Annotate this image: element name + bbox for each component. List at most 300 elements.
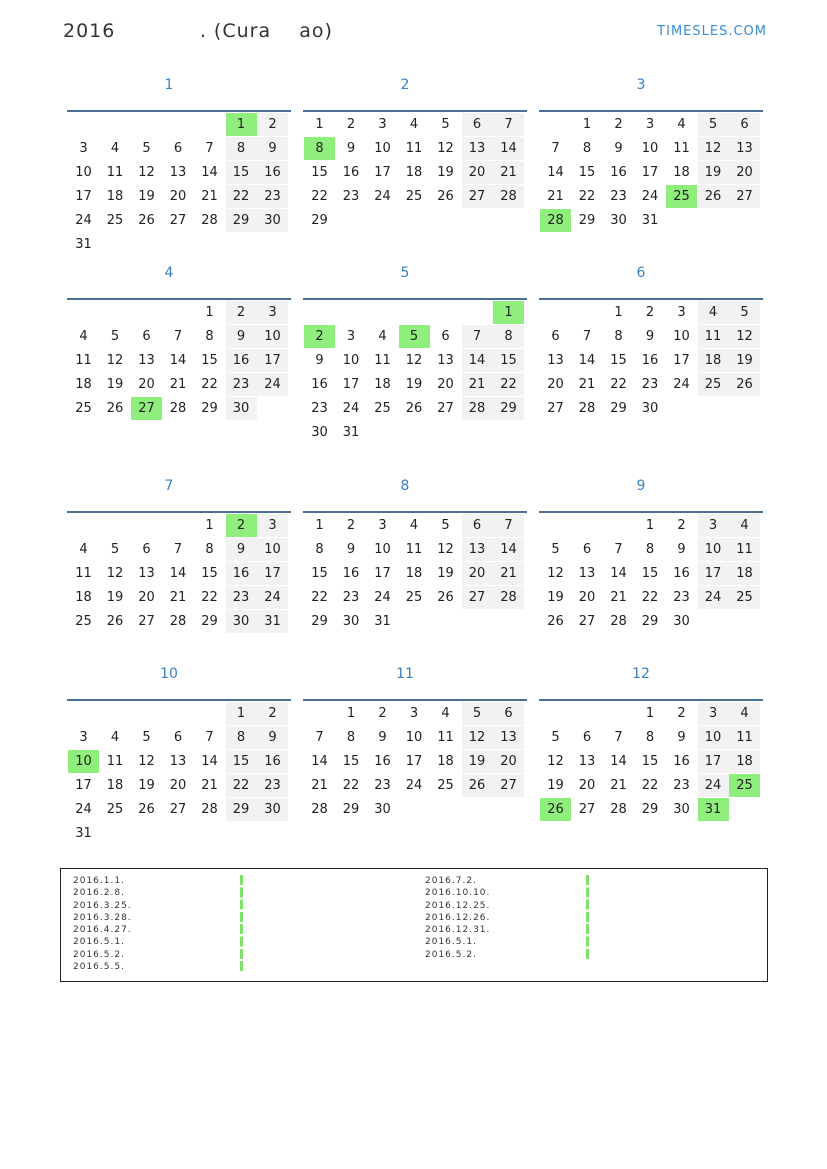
- day-cell: 13: [138, 353, 155, 368]
- day-cell: 9: [257, 137, 288, 160]
- day-cell: 15: [610, 353, 627, 368]
- day-cell: 10: [698, 538, 729, 561]
- day-cell: 16: [610, 165, 627, 180]
- day-cell: 22: [493, 373, 524, 396]
- day-cell: 25: [75, 614, 92, 629]
- day-cell: 9: [614, 141, 623, 156]
- day-cell: 11: [729, 726, 760, 749]
- day-cell: 11: [729, 538, 760, 561]
- day-cell: 24: [75, 802, 92, 817]
- day-cell: 30: [311, 425, 328, 440]
- day-cell: 11: [106, 165, 124, 180]
- day-cell: 2: [346, 518, 356, 533]
- day-cell: 10: [673, 329, 690, 344]
- day-cell: 19: [106, 377, 124, 392]
- month-name: 11: [396, 666, 414, 682]
- day-cell: 28: [169, 401, 187, 416]
- day-cell: 11: [405, 141, 423, 156]
- day-cell: 17: [75, 778, 92, 793]
- day-cell: 7: [205, 141, 214, 156]
- day-cell: 26: [138, 213, 155, 228]
- day-cell: 14: [493, 137, 524, 160]
- day-cell: 4: [79, 329, 88, 344]
- day-cell: 12: [462, 726, 493, 749]
- day-cell: 27: [462, 185, 493, 208]
- day-cell: 7: [173, 329, 183, 344]
- day-cell: 1: [346, 706, 356, 721]
- day-cell: 1: [645, 706, 655, 721]
- day-cell: 26: [729, 373, 760, 396]
- day-cell: 2: [677, 518, 686, 533]
- day-cell: 4: [441, 706, 450, 721]
- day-cell: 1: [205, 305, 214, 320]
- day-cell: 18: [437, 754, 454, 769]
- day-cell: 31: [75, 826, 92, 841]
- day-cell: 17: [374, 165, 391, 180]
- month-name: 9: [636, 478, 646, 494]
- day-cell: 4: [729, 514, 760, 537]
- day-cell: 27: [578, 802, 596, 817]
- day-cell: 28: [462, 397, 493, 420]
- day-cell: 14: [578, 353, 596, 368]
- legend-item: 2016.5.1.: [425, 937, 477, 948]
- day-cell: 22: [311, 189, 328, 204]
- day-cell: 20: [169, 189, 187, 204]
- day-cell: 21: [311, 778, 328, 793]
- day-cell: 7: [173, 542, 183, 557]
- day-cell: 13: [578, 566, 596, 581]
- day-cell: 9: [226, 538, 257, 561]
- day-cell: 10: [698, 726, 729, 749]
- day-cell: 18: [106, 189, 124, 204]
- day-cell: 11: [106, 754, 124, 769]
- day-cell: 27: [138, 614, 155, 629]
- day-cell: 22: [226, 185, 257, 208]
- day-cell: 19: [106, 590, 124, 605]
- day-cell: 16: [311, 377, 328, 392]
- day-cell: 29: [342, 802, 360, 817]
- day-cell: 24: [405, 778, 423, 793]
- day-cell: 8: [645, 542, 655, 557]
- legend-item: 2016.5.2.: [425, 949, 477, 960]
- day-cell: 5: [551, 542, 560, 557]
- day-cell: 20: [493, 750, 524, 773]
- month-1: [67, 75, 291, 252]
- day-cell: 19: [462, 750, 493, 773]
- day-cell: 20: [578, 778, 596, 793]
- day-cell: 28: [201, 213, 218, 228]
- day-cell: 22: [311, 590, 328, 605]
- day-cell: 4: [79, 542, 88, 557]
- day-cell: 25: [374, 401, 391, 416]
- site-logo[interactable]: TIMESLES.COM: [657, 24, 767, 39]
- day-cell: 25: [75, 401, 92, 416]
- day-cell: 9: [226, 325, 257, 348]
- day-cell: 18: [673, 165, 690, 180]
- day-cell: 17: [257, 349, 288, 372]
- day-cell: 19: [138, 778, 155, 793]
- day-cell: 7: [614, 730, 623, 745]
- day-cell: 30: [342, 614, 360, 629]
- day-cell: 9: [645, 329, 655, 344]
- legend-item: 2016.3.25.: [73, 900, 132, 911]
- day-cell: 15: [493, 349, 524, 372]
- day-cell: 25: [405, 590, 423, 605]
- day-cell: 11: [437, 730, 454, 745]
- day-cell: 5: [142, 730, 151, 745]
- month-8: [303, 476, 527, 629]
- day-cell: 17: [75, 189, 92, 204]
- day-cell: 10: [342, 353, 360, 368]
- day-cell: 16: [374, 754, 391, 769]
- legend-item: 2016.3.28.: [73, 912, 132, 923]
- legend-item: 2016.1.1.: [73, 876, 125, 886]
- day-cell: 10: [374, 542, 391, 557]
- day-cell: 27: [578, 614, 596, 629]
- day-cell: 16: [641, 353, 659, 368]
- day-cell: 3: [409, 706, 419, 721]
- day-cell: 3: [378, 518, 387, 533]
- day-cell: 4: [378, 329, 387, 344]
- day-cell: 8: [493, 325, 524, 348]
- day-cell: 19: [547, 590, 564, 605]
- holiday-day-cell: 27: [131, 397, 162, 420]
- day-cell: 2: [257, 702, 288, 725]
- day-cell: 4: [409, 518, 419, 533]
- day-cell: 8: [205, 329, 214, 344]
- month-6: [539, 263, 763, 416]
- month-3: [539, 75, 763, 228]
- day-cell: 24: [257, 373, 288, 396]
- holiday-day-cell: 26: [540, 798, 571, 821]
- month-5: [303, 263, 527, 440]
- day-cell: 6: [173, 730, 183, 745]
- day-cell: 20: [462, 562, 493, 585]
- month-name: 2: [400, 77, 410, 93]
- day-cell: 31: [374, 614, 391, 629]
- day-cell: 1: [226, 702, 257, 725]
- day-cell: 21: [578, 377, 596, 392]
- day-cell: 15: [641, 566, 659, 581]
- day-cell: 8: [582, 141, 592, 156]
- day-cell: 23: [374, 778, 391, 793]
- day-cell: 17: [374, 566, 391, 581]
- day-cell: 12: [138, 754, 155, 769]
- holiday-day-cell: 25: [666, 185, 697, 208]
- day-cell: 5: [110, 542, 120, 557]
- day-cell: 18: [374, 377, 391, 392]
- day-cell: 15: [226, 161, 257, 184]
- day-cell: 12: [405, 353, 423, 368]
- day-cell: 14: [201, 754, 218, 769]
- day-cell: 10: [75, 165, 92, 180]
- day-cell: 23: [342, 189, 360, 204]
- day-cell: 13: [169, 754, 187, 769]
- month-name: 6: [636, 265, 646, 281]
- month-grid: [303, 699, 527, 825]
- day-cell: 12: [437, 141, 454, 156]
- day-cell: 3: [79, 141, 88, 156]
- day-cell: 30: [374, 802, 391, 817]
- day-cell: 29: [578, 213, 596, 228]
- day-cell: 21: [493, 161, 524, 184]
- month-grid: [303, 298, 527, 448]
- month-name: 5: [400, 265, 410, 281]
- day-cell: 11: [673, 141, 690, 156]
- day-cell: 23: [257, 185, 288, 208]
- day-cell: 21: [547, 189, 564, 204]
- day-cell: 23: [641, 377, 659, 392]
- day-cell: 29: [610, 401, 627, 416]
- day-cell: 23: [673, 590, 690, 605]
- day-cell: 11: [75, 566, 92, 581]
- day-cell: 13: [169, 165, 187, 180]
- month-11: [303, 664, 527, 817]
- day-cell: 19: [547, 778, 564, 793]
- day-cell: 31: [257, 610, 288, 633]
- day-cell: 17: [641, 165, 659, 180]
- day-cell: 29: [493, 397, 524, 420]
- day-cell: 28: [169, 614, 187, 629]
- day-cell: 14: [610, 754, 627, 769]
- day-cell: 23: [673, 778, 690, 793]
- day-cell: 10: [257, 538, 288, 561]
- day-cell: 3: [677, 305, 686, 320]
- holiday-day-cell: 28: [540, 209, 571, 232]
- day-cell: 2: [257, 113, 288, 136]
- day-cell: 29: [201, 614, 218, 629]
- day-cell: 29: [226, 798, 257, 821]
- day-cell: 8: [226, 726, 257, 749]
- month-2: [303, 75, 527, 228]
- day-cell: 22: [226, 774, 257, 797]
- legend-item: 2016.10.10.: [425, 888, 491, 899]
- day-cell: 21: [610, 778, 627, 793]
- day-cell: 20: [169, 778, 187, 793]
- day-cell: 8: [226, 137, 257, 160]
- month-name: 8: [400, 478, 410, 494]
- day-cell: 5: [462, 702, 493, 725]
- day-cell: 9: [346, 141, 356, 156]
- day-cell: 24: [75, 213, 92, 228]
- day-cell: 12: [547, 566, 564, 581]
- day-cell: 5: [729, 301, 760, 324]
- day-cell: 9: [346, 542, 356, 557]
- month-grid: [67, 298, 291, 424]
- day-cell: 27: [462, 586, 493, 609]
- day-cell: 9: [378, 730, 387, 745]
- month-grid: [539, 699, 763, 825]
- day-cell: 21: [493, 562, 524, 585]
- day-cell: 8: [346, 730, 356, 745]
- day-cell: 28: [493, 586, 524, 609]
- legend-item: 2016.5.2.: [73, 949, 125, 960]
- day-cell: 11: [75, 353, 92, 368]
- month-name: 4: [164, 265, 174, 281]
- day-cell: 22: [342, 778, 360, 793]
- day-cell: 2: [226, 301, 257, 324]
- day-cell: 3: [698, 702, 729, 725]
- day-cell: 30: [257, 798, 288, 821]
- day-cell: 3: [257, 514, 288, 537]
- day-cell: 13: [138, 566, 155, 581]
- day-cell: 28: [311, 802, 328, 817]
- day-cell: 26: [437, 189, 454, 204]
- day-cell: 28: [578, 401, 596, 416]
- day-cell: 21: [201, 778, 218, 793]
- day-cell: 23: [226, 586, 257, 609]
- day-cell: 6: [441, 329, 450, 344]
- day-cell: 27: [437, 401, 454, 416]
- month-grid: [67, 110, 291, 260]
- day-cell: 15: [201, 353, 218, 368]
- day-cell: 24: [673, 377, 690, 392]
- day-cell: 27: [493, 774, 524, 797]
- holiday-day-cell: 8: [304, 137, 335, 160]
- day-cell: 7: [205, 730, 214, 745]
- day-cell: 4: [409, 117, 419, 132]
- day-cell: 6: [493, 702, 524, 725]
- day-cell: 26: [106, 401, 124, 416]
- day-cell: 24: [374, 189, 391, 204]
- month-7: [67, 476, 291, 629]
- day-cell: 23: [226, 373, 257, 396]
- day-cell: 27: [169, 213, 187, 228]
- day-cell: 31: [75, 237, 92, 252]
- day-cell: 29: [641, 802, 659, 817]
- day-cell: 30: [673, 802, 690, 817]
- day-cell: 20: [462, 161, 493, 184]
- holiday-day-cell: 5: [399, 325, 430, 348]
- day-cell: 18: [729, 562, 760, 585]
- day-cell: 1: [645, 518, 655, 533]
- day-cell: 16: [342, 165, 360, 180]
- month-name: 3: [636, 77, 646, 93]
- day-cell: 7: [462, 325, 493, 348]
- day-cell: 5: [110, 329, 120, 344]
- day-cell: 6: [729, 113, 760, 136]
- month-name: 12: [632, 666, 650, 682]
- day-cell: 6: [551, 329, 560, 344]
- day-cell: 26: [547, 614, 564, 629]
- day-cell: 17: [257, 562, 288, 585]
- day-cell: 2: [677, 706, 686, 721]
- day-cell: 27: [547, 401, 564, 416]
- day-cell: 23: [311, 401, 328, 416]
- month-grid: [303, 110, 527, 236]
- day-cell: 18: [75, 590, 92, 605]
- day-cell: 12: [106, 566, 124, 581]
- page-title: 2016 . (Cura ao): [63, 20, 333, 42]
- day-cell: 25: [106, 213, 124, 228]
- day-cell: 3: [378, 117, 387, 132]
- day-cell: 6: [142, 329, 151, 344]
- legend-left-bar: [240, 875, 243, 973]
- legend-item: 2016.12.31.: [425, 925, 491, 936]
- day-cell: 13: [462, 538, 493, 561]
- day-cell: 26: [138, 802, 155, 817]
- legend-item: 2016.7.2.: [425, 876, 477, 886]
- day-cell: 23: [257, 774, 288, 797]
- day-cell: 2: [378, 706, 387, 721]
- day-cell: 13: [547, 353, 564, 368]
- day-cell: 10: [641, 141, 659, 156]
- day-cell: 25: [729, 586, 760, 609]
- day-cell: 4: [677, 117, 686, 132]
- day-cell: 7: [493, 514, 524, 537]
- day-cell: 11: [405, 542, 423, 557]
- day-cell: 15: [342, 754, 360, 769]
- day-cell: 1: [205, 518, 214, 533]
- day-cell: 14: [169, 566, 187, 581]
- day-cell: 16: [226, 562, 257, 585]
- day-cell: 14: [169, 353, 187, 368]
- day-cell: 12: [547, 754, 564, 769]
- holiday-day-cell: 1: [493, 301, 524, 324]
- holiday-day-cell: 2: [226, 514, 257, 537]
- day-cell: 5: [551, 730, 560, 745]
- day-cell: 12: [106, 353, 124, 368]
- day-cell: 13: [437, 353, 454, 368]
- day-cell: 30: [641, 401, 659, 416]
- day-cell: 25: [106, 802, 124, 817]
- day-cell: 2: [645, 305, 655, 320]
- day-cell: 12: [698, 137, 729, 160]
- day-cell: 16: [257, 750, 288, 773]
- day-cell: 15: [201, 566, 218, 581]
- day-cell: 22: [610, 377, 627, 392]
- day-cell: 5: [441, 117, 450, 132]
- day-cell: 18: [698, 349, 729, 372]
- day-cell: 25: [698, 373, 729, 396]
- day-cell: 5: [441, 518, 450, 533]
- day-cell: 16: [257, 161, 288, 184]
- day-cell: 9: [315, 353, 324, 368]
- day-cell: 13: [578, 754, 596, 769]
- day-cell: 6: [142, 542, 151, 557]
- day-cell: 6: [462, 514, 493, 537]
- month-grid: [539, 511, 763, 637]
- day-cell: 6: [462, 113, 493, 136]
- day-cell: 17: [698, 562, 729, 585]
- month-name: 1: [164, 77, 174, 93]
- holiday-day-cell: 10: [68, 750, 99, 773]
- day-cell: 20: [578, 590, 596, 605]
- day-cell: 14: [462, 349, 493, 372]
- day-cell: 18: [106, 778, 124, 793]
- day-cell: 24: [342, 401, 360, 416]
- day-cell: 10: [374, 141, 391, 156]
- holiday-day-cell: 31: [698, 798, 729, 821]
- day-cell: 23: [342, 590, 360, 605]
- day-cell: 15: [311, 566, 328, 581]
- day-cell: 19: [698, 161, 729, 184]
- day-cell: 26: [106, 614, 124, 629]
- day-cell: 9: [257, 726, 288, 749]
- day-cell: 29: [641, 614, 659, 629]
- day-cell: 24: [374, 590, 391, 605]
- day-cell: 18: [405, 165, 423, 180]
- day-cell: 13: [729, 137, 760, 160]
- day-cell: 14: [610, 566, 627, 581]
- day-cell: 14: [201, 165, 218, 180]
- day-cell: 13: [493, 726, 524, 749]
- holiday-legend: [60, 868, 768, 982]
- day-cell: 24: [257, 586, 288, 609]
- day-cell: 8: [614, 329, 623, 344]
- day-cell: 25: [405, 189, 423, 204]
- legend-item: 2016.12.26.: [425, 912, 491, 923]
